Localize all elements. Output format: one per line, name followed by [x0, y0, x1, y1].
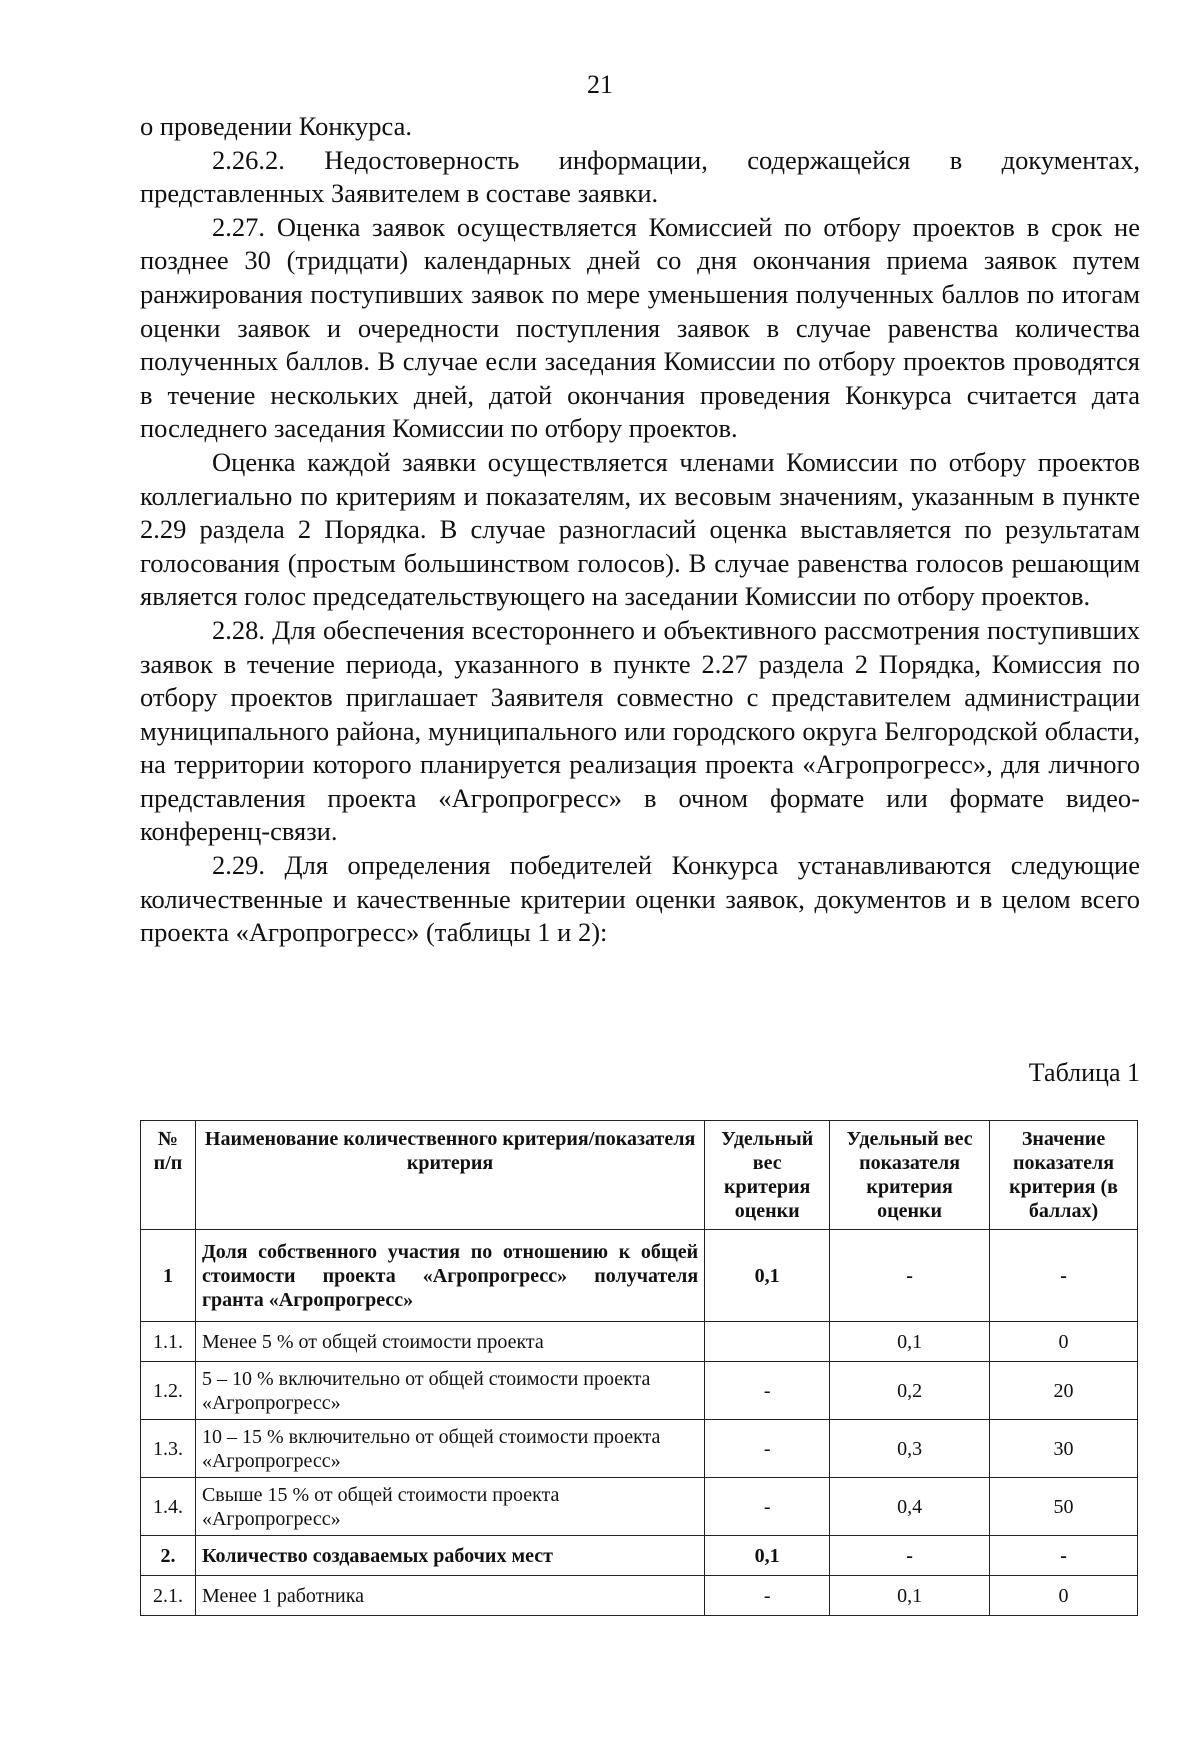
table-row: [141, 1362, 1138, 1420]
cell-indicator-weight: 0,1: [830, 1576, 990, 1616]
table-row: [141, 1536, 1138, 1576]
paragraph: Оценка каждой заявки осуществляется членами Комиссии по отбору проектов коллегиально по критериям и показателям, их весовым значениям, указанным в пункте 2.29 раздела 2 Порядка. В случае разногласий оценка выставляется по результатам голосования (простым большинством голосов). В случае равенства голосов решающим является голос председательствующего на заседании Комиссии по отбору проектов.: [140, 446, 1140, 612]
cell-num: 2.1.: [141, 1576, 196, 1616]
cell-weight: 0,1: [705, 1536, 830, 1576]
cell-indicator-weight: 0,3: [830, 1420, 990, 1478]
table-header-row: [141, 1121, 1138, 1230]
paragraph: 2.28. Для обеспечения всестороннего и объективного рассмотрения поступивших заявок в течение периода, указанного в пункте 2.27 раздела 2 Порядка, Комиссия по отбору проектов приглашает Заявителя совместно с представителем администрации муниципального района, муниципального или городского округа Белгородской области, на территории которого планируется реализация проекта «Агропрогресс», для личного представления проекта «Агропрогресс» в очном формате или формате видео-конференц-связи.: [140, 614, 1140, 847]
header-weight: Удельный вес критерия оценки: [705, 1121, 830, 1230]
cell-num: 2.: [141, 1536, 196, 1576]
cell-value: -: [990, 1536, 1138, 1576]
cell-value: 0: [990, 1322, 1138, 1362]
cell-value: 30: [990, 1420, 1138, 1478]
paragraph: о проведении Конкурса.: [140, 111, 413, 141]
table-caption: Таблица 1: [1028, 1058, 1140, 1087]
cell-weight: -: [705, 1362, 830, 1420]
cell-weight: [705, 1322, 830, 1362]
cell-indicator-weight: 0,2: [830, 1362, 990, 1420]
table-row: [141, 1576, 1138, 1616]
cell-weight: -: [705, 1576, 830, 1616]
cell-weight: 0,1: [705, 1230, 830, 1322]
cell-indicator-weight: -: [830, 1536, 990, 1576]
header-indicator-weight: Удельный вес показателя критерия оценки: [830, 1121, 990, 1230]
table-row: [141, 1322, 1138, 1362]
cell-value: 50: [990, 1478, 1138, 1536]
body-text: [140, 110, 1140, 950]
criteria-table: [140, 1120, 1138, 1616]
cell-value: 0: [990, 1576, 1138, 1616]
cell-name: Свыше 15 % от общей стоимости проекта «Агропрогресс»: [195, 1478, 704, 1536]
table-row: [141, 1420, 1138, 1478]
cell-name: Менее 1 работника: [195, 1576, 704, 1616]
table-row: [141, 1230, 1138, 1322]
cell-value: -: [990, 1230, 1138, 1322]
cell-num: 1: [141, 1230, 196, 1322]
cell-indicator-weight: 0,4: [830, 1478, 990, 1536]
cell-indicator-weight: 0,1: [830, 1322, 990, 1362]
cell-num: 1.2.: [141, 1362, 196, 1420]
cell-indicator-weight: -: [830, 1230, 990, 1322]
cell-num: 1.1.: [141, 1322, 196, 1362]
cell-weight: -: [705, 1478, 830, 1536]
cell-num: 1.3.: [141, 1420, 196, 1478]
cell-name: 5 – 10 % включительно от общей стоимости проекта «Агропрогресс»: [195, 1362, 704, 1420]
cell-weight: -: [705, 1420, 830, 1478]
header-num: № п/п: [141, 1121, 196, 1230]
page-number: 21: [587, 70, 613, 99]
cell-num: 1.4.: [141, 1478, 196, 1536]
header-name: Наименование количественного критерия/показателя критерия: [195, 1121, 704, 1230]
cell-name: Количество создаваемых рабочих мест: [195, 1536, 704, 1576]
cell-name: Доля собственного участия по отношению к общей стоимости проекта «Агропрогресс» получателя гранта «Агропрогресс»: [195, 1230, 704, 1322]
cell-name: 10 – 15 % включительно от общей стоимости проекта «Агропрогресс»: [195, 1420, 704, 1478]
paragraph: 2.29. Для определения победителей Конкурса устанавливаются следующие количественные и качественные критерии оценки заявок, документов и в целом всего проекта «Агропрогресс» (таблицы 1 и 2):: [140, 850, 1140, 948]
paragraph: 2.27. Оценка заявок осуществляется Комиссией по отбору проектов в срок не позднее 30 (тридцати) календарных дней со дня окончания приема заявок путем ранжирования поступивших заявок по мере уменьшения полученных баллов по итогам оценки заявок и очередности поступления заявок в случае равенства количества полученных баллов. В случае если заседания Комиссии по отбору проектов проводятся в течение нескольких дней, датой окончания проведения Конкурса считается дата последнего заседания Комиссии по отбору проектов.: [140, 211, 1140, 444]
table-row: [141, 1478, 1138, 1536]
cell-value: 20: [990, 1362, 1138, 1420]
paragraph: 2.26.2. Недостоверность информации, содержащейся в документах, представленных Заявителем в составе заявки.: [140, 144, 1140, 209]
cell-name: Менее 5 % от общей стоимости проекта: [195, 1322, 704, 1362]
header-value: Значение показателя критерия (в баллах): [990, 1121, 1138, 1230]
